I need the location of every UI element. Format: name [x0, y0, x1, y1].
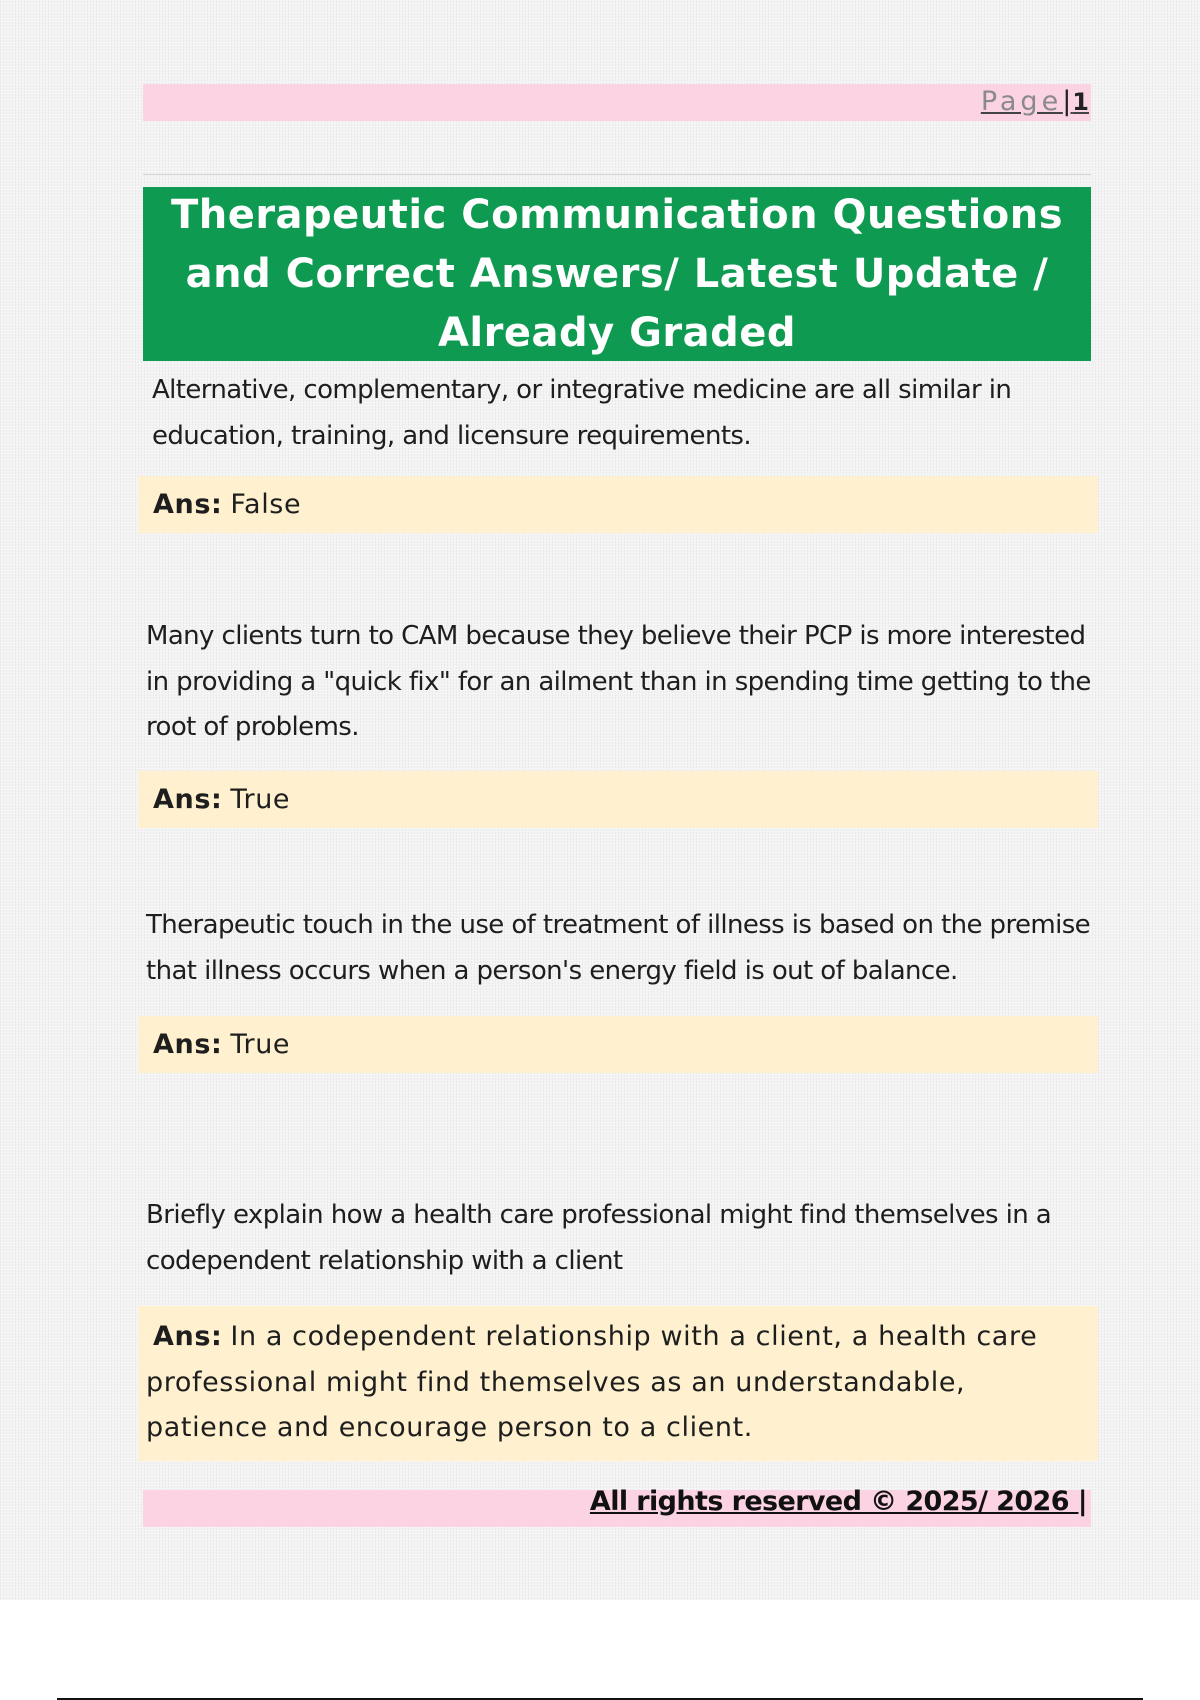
- answer-text: False: [230, 489, 302, 520]
- answer-box: [138, 1016, 1098, 1073]
- qa-item-1: [138, 368, 1098, 533]
- answer-prefix: Ans:: [153, 1029, 223, 1060]
- question-text: Alternative, complementary, or integrative medicine are all similar in education, training, and licensure requirements.: [152, 375, 1012, 451]
- answer-prefix: Ans:: [153, 783, 223, 815]
- answer-box: [138, 771, 1098, 828]
- document-title: Therapeutic Communication Questions and Correct Answers/ Latest Update / Already Graded: [170, 191, 1064, 356]
- qa-item-4: [138, 1193, 1098, 1461]
- answer-text: In a codependent relationship with a client, a health care professional might find themselves as an understandable, patience and encourage person to a client.: [146, 1321, 1038, 1443]
- page-word: Page: [980, 86, 1063, 117]
- page-separator: |: [1062, 86, 1073, 117]
- page-footer: [143, 1486, 1091, 1527]
- answer-prefix: Ans:: [153, 1321, 223, 1352]
- page-number: 1: [1072, 88, 1089, 116]
- answer-text: True: [230, 783, 291, 815]
- answer-box: [138, 476, 1098, 533]
- question-text: Many clients turn to CAM because they believe their PCP is more interested in providing a "quick fix" for an ailment than in spending time getting to the root of problems.: [146, 621, 1091, 742]
- answer-box: [138, 1306, 1098, 1461]
- answer-prefix: Ans:: [153, 489, 223, 520]
- header-divider: [143, 174, 1091, 175]
- answer-text: True: [230, 1029, 291, 1060]
- question-text: Therapeutic touch in the use of treatment of illness is based on the premise that illness occurs when a person's energy field is out of balance.: [146, 910, 1091, 986]
- copyright-notice: All rights reserved © 2025/ 2026 |: [589, 1486, 1087, 1517]
- question-text: Briefly explain how a health care professional might find themselves in a codependent relationship with a client: [146, 1200, 1052, 1276]
- page-header: [143, 84, 1091, 121]
- page-number-label: [981, 86, 1089, 117]
- qa-item-2: [138, 614, 1098, 828]
- title-banner: [143, 187, 1091, 361]
- qa-item-3: [138, 903, 1098, 1073]
